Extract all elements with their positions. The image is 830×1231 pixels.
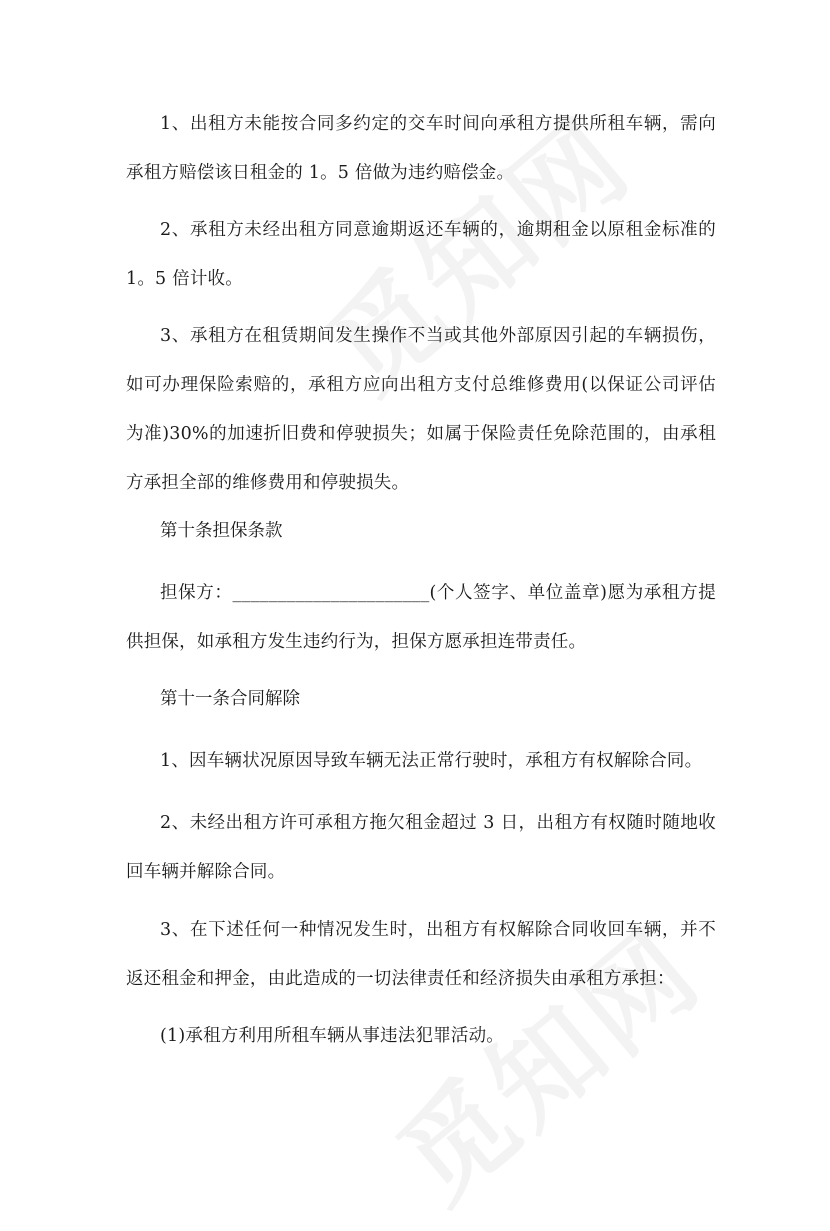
section-heading-termination: 第十一条合同解除 bbox=[160, 689, 300, 709]
paragraph-termination-1: 1、因车辆状况原因导致车辆无法正常行驶时，承租方有权解除合同。 bbox=[160, 751, 703, 771]
paragraph-guarantor: 担保方：______________________(个人签字、单位盖章)愿为承租方提供担保，如承租方发生违约行为，担保方愿承担连带责任。 bbox=[126, 583, 716, 652]
section-heading-guarantee: 第十条担保条款 bbox=[160, 521, 283, 541]
paragraph-termination-3: 3、在下述任何一种情况发生时，出租方有权解除合同收回车辆，并不返还租金和押金，由此造成的一切法律责任和经济损失由承租方承担： bbox=[126, 920, 716, 989]
paragraph-termination-3-item-1: (1)承租方利用所租车辆从事违法犯罪活动。 bbox=[160, 1026, 504, 1046]
paragraph-clause-2: 2、承租方未经出租方同意逾期返还车辆的，逾期租金以原租金标准的 1。5 倍计收。 bbox=[126, 220, 716, 289]
paragraph-clause-3: 3、承租方在租赁期间发生操作不当或其他外部原因引起的车辆损伤，如可办理保险索赔的，承租方应向出租方支付总维修费用(以保证公司评估为准)30%的加速折旧费和停驶损失；如属于保险责任免除范围的，由承租方承担全部的维修费用和停驶损失。 bbox=[126, 326, 716, 493]
paragraph-clause-1: 1、出租方未能按合同多约定的交车时间向承租方提供所租车辆，需向承租方赔偿该日租金的 1。5 倍做为违约赔偿金。 bbox=[126, 114, 716, 183]
paragraph-termination-2: 2、未经出租方许可承租方拖欠租金超过 3 日，出租方有权随时随地收回车辆并解除合同。 bbox=[126, 813, 716, 882]
